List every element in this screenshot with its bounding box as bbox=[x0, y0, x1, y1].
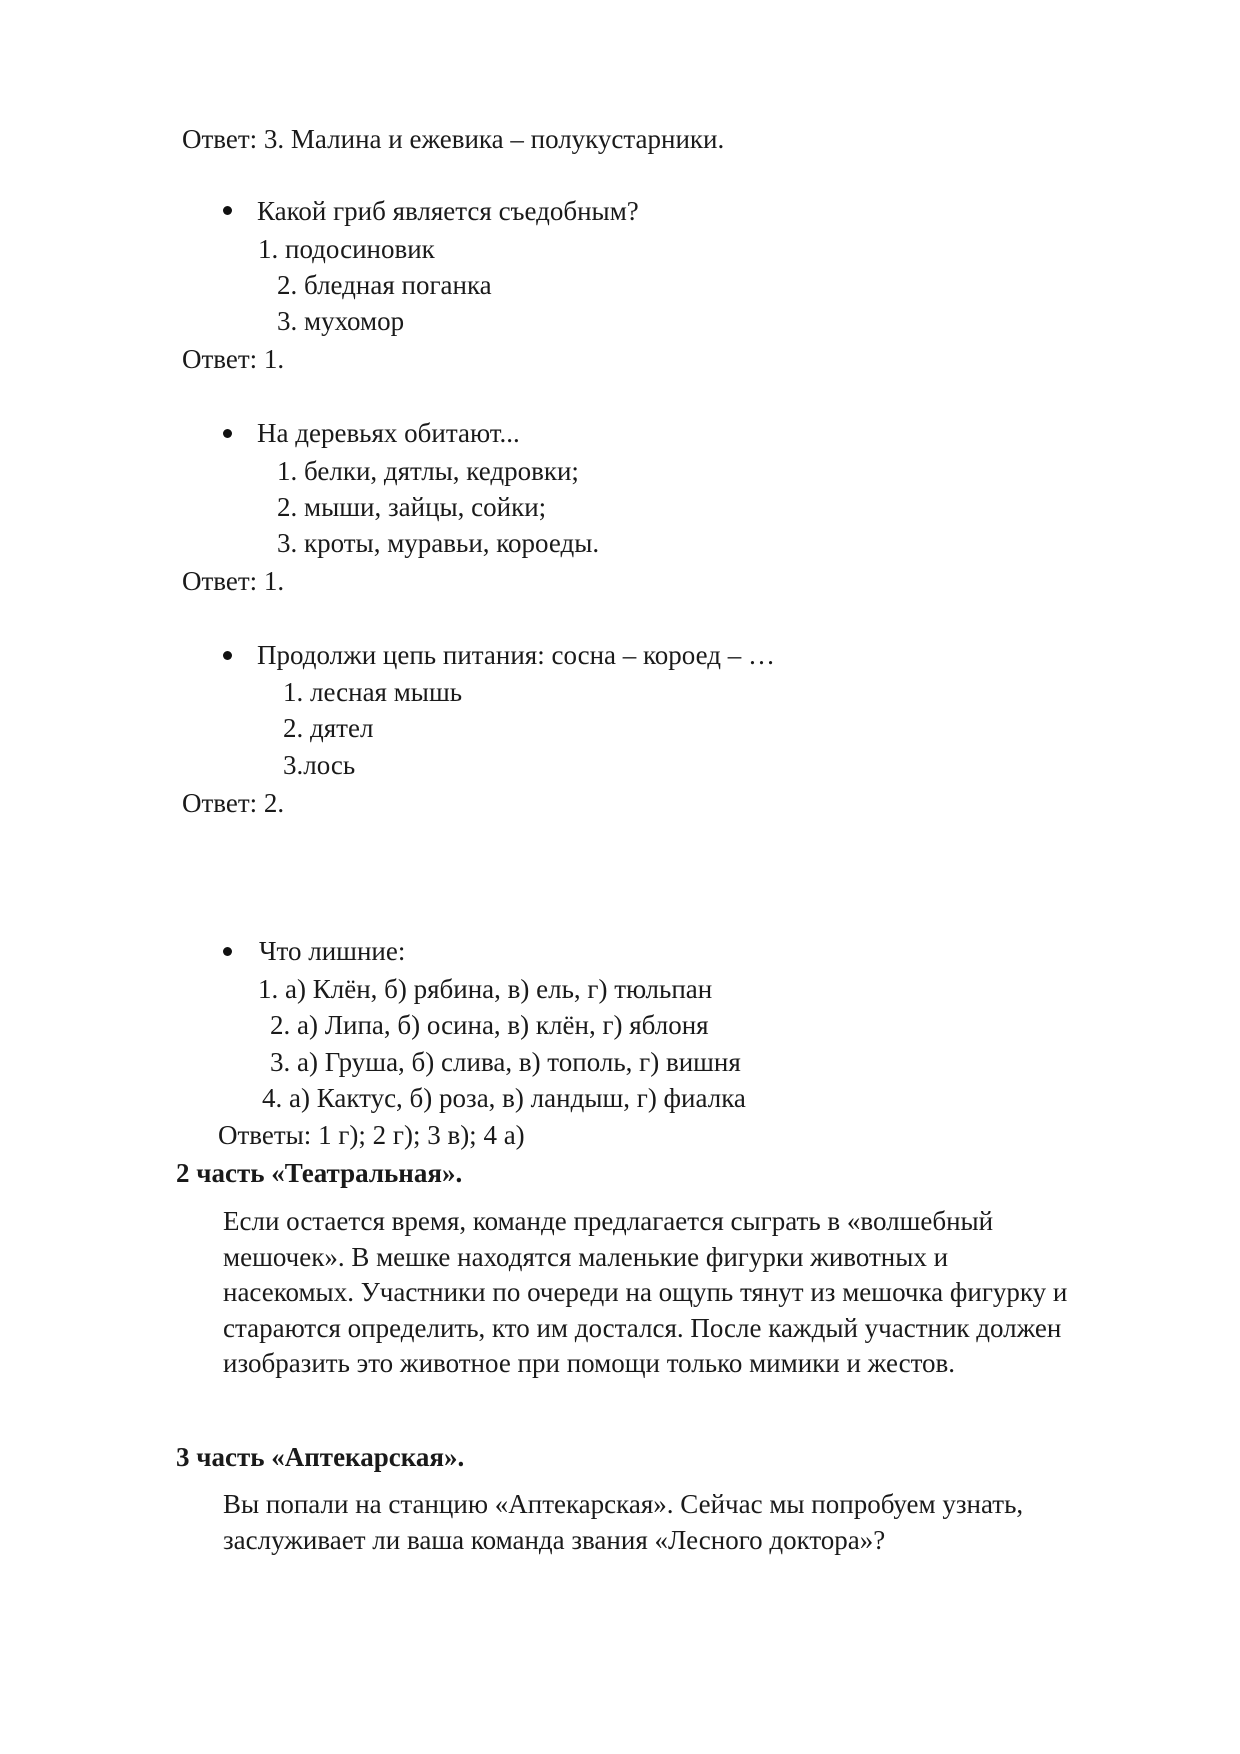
paragraph-line: изобразить это животное при помощи только мимики и жестов. bbox=[223, 1348, 956, 1378]
bullet-icon bbox=[223, 429, 232, 438]
answer-chain: Ответ: 2. bbox=[182, 788, 285, 818]
question-chain: Продолжи цепь питания: сосна – короед – … bbox=[257, 640, 775, 670]
paragraph-line: Вы попали на станцию «Аптекарская». Сейчас мы попробуем узнать, bbox=[223, 1489, 1024, 1519]
bullet-icon bbox=[223, 947, 232, 956]
paragraph-line: Если остается время, команде предлагается сыграть в «волшебный bbox=[223, 1206, 994, 1236]
answer-raspberry: Ответ: 3. Малина и ежевика – полукустарники. bbox=[182, 124, 725, 154]
option-item: 3. мухомор bbox=[277, 306, 405, 336]
option-item: 4. а) Кактус, б) роза, в) ландыш, г) фиалка bbox=[262, 1083, 746, 1113]
question-odd: Что лишние: bbox=[259, 936, 406, 966]
option-item: 1. а) Клён, б) рябина, в) ель, г) тюльпан bbox=[258, 974, 713, 1004]
option-item: 1. белки, дятлы, кедровки; bbox=[277, 456, 579, 486]
paragraph-part2 bbox=[223, 1204, 1067, 1382]
option-item: 2. бледная поганка bbox=[277, 270, 492, 300]
question-trees: На деревьях обитают... bbox=[257, 418, 520, 448]
bullet-icon bbox=[223, 206, 232, 215]
question-mushroom: Какой гриб является съедобным? bbox=[257, 196, 639, 226]
answer-mushroom: Ответ: 1. bbox=[182, 344, 285, 374]
option-item: 3.лось bbox=[283, 750, 356, 780]
option-item: 2. дятел bbox=[283, 713, 374, 743]
paragraph-line: насекомых. Участники по очереди на ощупь тянут из мешочка фигурку и bbox=[223, 1277, 1068, 1307]
option-item: 2. мыши, зайцы, сойки; bbox=[277, 492, 547, 522]
paragraph-line: мешочек». В мешке находятся маленькие фигурки животных и bbox=[223, 1241, 949, 1272]
option-item: 3. кроты, муравьи, короеды. bbox=[277, 528, 600, 558]
section-title-part3: 3 часть «Аптекарская». bbox=[176, 1442, 465, 1472]
option-item: 3. а) Груша, б) слива, в) тополь, г) вишня bbox=[270, 1047, 741, 1077]
answer-odd: Ответы: 1 г); 2 г); 3 в); 4 а) bbox=[218, 1120, 525, 1150]
option-item: 1. подосиновик bbox=[258, 234, 435, 264]
option-item: 1. лесная мышь bbox=[283, 677, 463, 707]
paragraph-part3 bbox=[223, 1487, 1023, 1558]
paragraph-line: заслуживает ли ваша команда звания «Лесного доктора»? bbox=[223, 1524, 886, 1555]
option-item: 2. а) Липа, б) осина, в) клён, г) яблоня bbox=[270, 1010, 709, 1040]
paragraph-line: стараются определить, кто им достался. После каждый участник должен bbox=[223, 1312, 1062, 1343]
answer-trees: Ответ: 1. bbox=[182, 566, 285, 596]
section-title-part2: 2 часть «Театральная». bbox=[176, 1158, 463, 1188]
bullet-icon bbox=[223, 651, 232, 660]
